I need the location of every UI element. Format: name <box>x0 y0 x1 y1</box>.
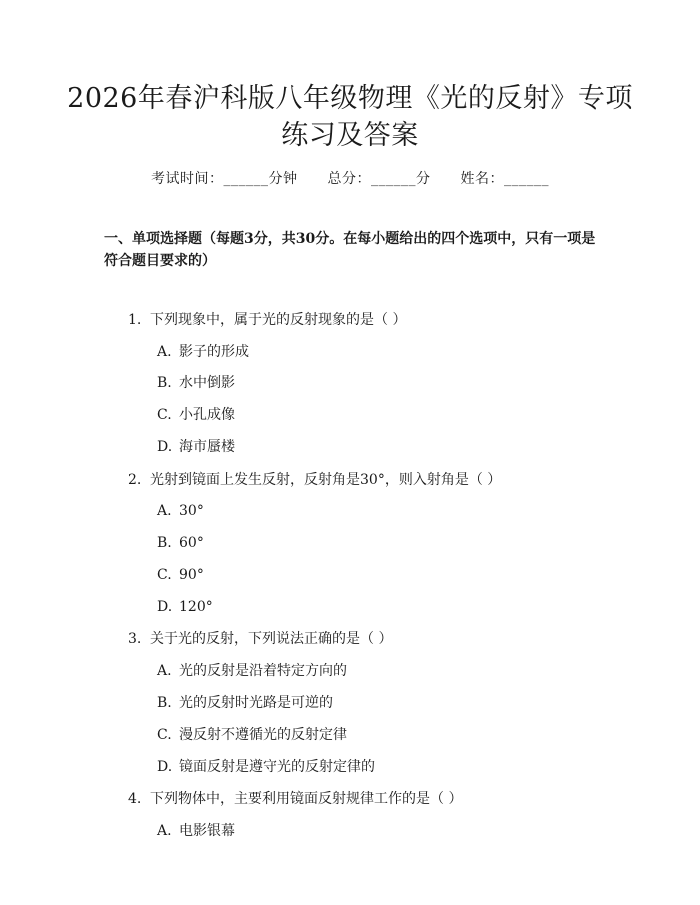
option-label: C. <box>157 727 172 743</box>
option-item <box>157 565 204 585</box>
option-text: 水中倒影 <box>179 375 235 391</box>
option-item <box>157 661 347 681</box>
option-label: C. <box>157 567 172 583</box>
option-item <box>157 437 235 457</box>
option-label: C. <box>157 407 172 423</box>
question-number: 4. <box>128 791 142 807</box>
option-text: 海市蜃楼 <box>179 439 235 455</box>
option-item <box>157 533 204 553</box>
question-text: 光射到镜面上发生反射，反射角是30°，则入射角是（ ） <box>150 472 502 488</box>
option-text: 120° <box>179 599 213 615</box>
option-text: 影子的形成 <box>179 344 249 360</box>
option-item <box>157 757 375 777</box>
question-1 <box>128 310 406 330</box>
question-number: 1. <box>128 312 142 328</box>
question-text: 下列现象中，属于光的反射现象的是（ ） <box>150 312 407 328</box>
question-text: 关于光的反射，下列说法正确的是（ ） <box>150 631 393 647</box>
option-text: 90° <box>179 567 204 583</box>
option-label: A. <box>157 503 172 519</box>
question-text: 下列物体中，主要利用镜面反射规律工作的是（ ） <box>150 791 463 807</box>
option-text: 光的反射时光路是可逆的 <box>179 695 333 711</box>
option-item <box>157 405 235 425</box>
option-label: A. <box>157 663 172 679</box>
option-text: 镜面反射是遵守光的反射定律的 <box>179 759 375 775</box>
option-label: D. <box>157 759 173 775</box>
question-number: 2. <box>128 472 142 488</box>
document-title: 2026年春沪科版八年级物理《光的反射》专项练习及答案 <box>67 83 633 151</box>
option-item <box>157 342 249 362</box>
section-heading: 一、单项选择题（每题3分，共30分。在每小题给出的四个选项中，只有一项是符合题目要求的） <box>104 231 596 269</box>
option-item <box>157 373 235 393</box>
question-3 <box>128 629 392 649</box>
option-label: B. <box>157 535 172 551</box>
option-text: 漫反射不遵循光的反射定律 <box>179 727 347 743</box>
question-4 <box>128 789 462 809</box>
option-label: B. <box>157 695 172 711</box>
option-text: 30° <box>179 503 204 519</box>
total-score-label: 总分：______分 <box>327 171 431 187</box>
option-text: 小孔成像 <box>179 407 235 423</box>
student-name-label: 姓名：______ <box>460 171 549 187</box>
option-item <box>157 693 333 713</box>
option-item <box>157 725 347 745</box>
option-text: 60° <box>179 535 204 551</box>
option-label: A. <box>157 823 172 839</box>
question-2 <box>128 470 501 490</box>
option-label: D. <box>157 599 173 615</box>
option-label: B. <box>157 375 172 391</box>
option-item <box>157 597 213 617</box>
option-label: A. <box>157 344 172 360</box>
exam-meta <box>0 168 700 188</box>
option-item <box>157 501 204 521</box>
exam-time-label: 考试时间：______分钟 <box>151 171 298 187</box>
option-item <box>157 821 235 841</box>
question-number: 3. <box>128 631 142 647</box>
option-text: 电影银幕 <box>179 823 235 839</box>
option-text: 光的反射是沿着特定方向的 <box>179 663 347 679</box>
option-label: D. <box>157 439 173 455</box>
